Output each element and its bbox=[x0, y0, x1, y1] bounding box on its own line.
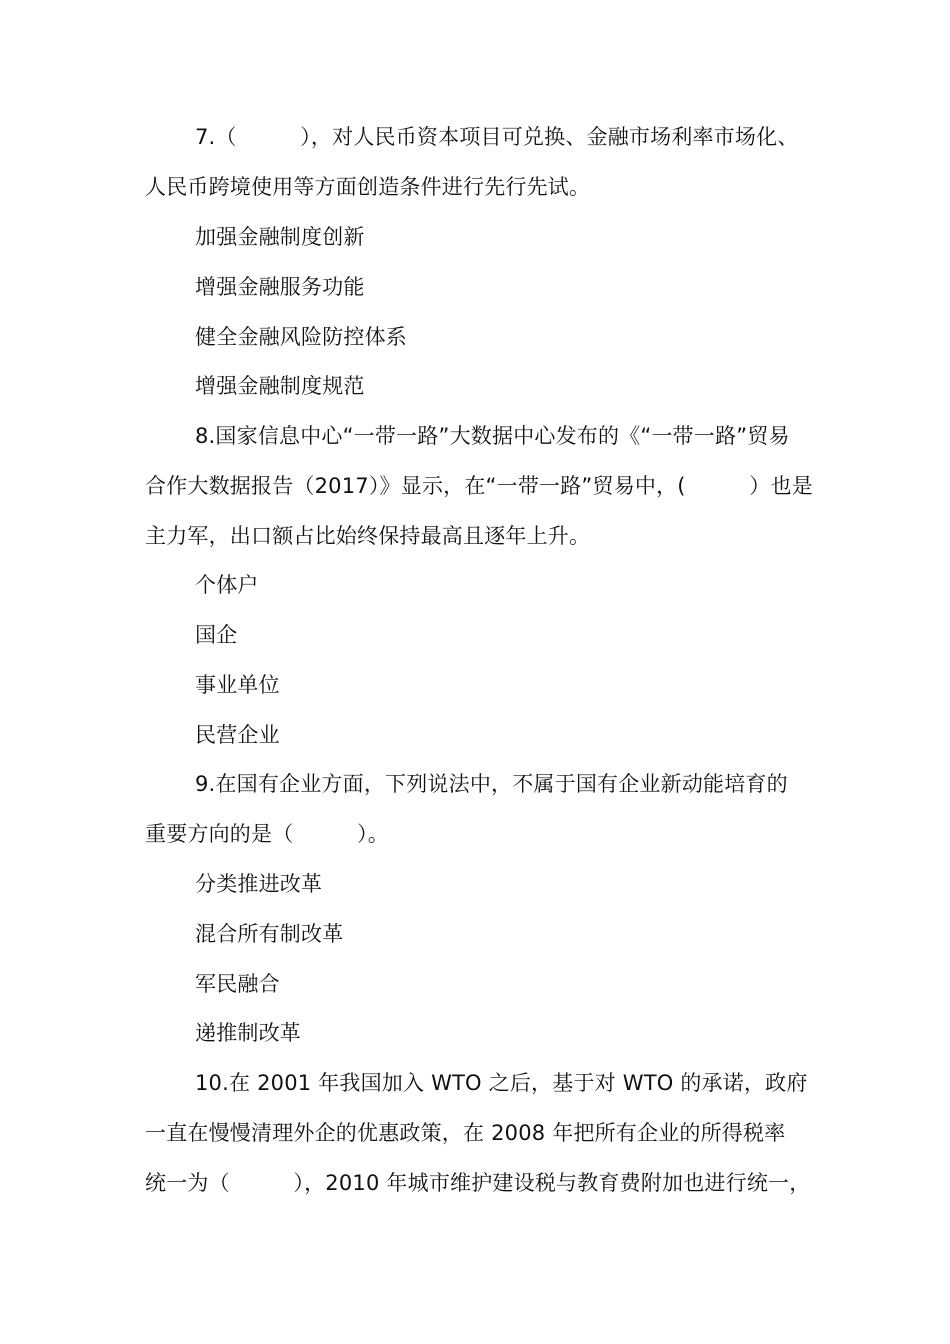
question-8-option-d: 民营企业 bbox=[195, 723, 280, 747]
question-7-option-c: 健全金融风险防控体系 bbox=[195, 325, 407, 349]
question-8-line-2: 合作大数据报告（2017）》显示，在“一带一路”贸易中，( ）也是 bbox=[145, 474, 813, 498]
question-10-line-2: 一直在慢慢清理外企的优惠政策，在 2008 年把所有企业的所得税率 bbox=[145, 1121, 786, 1145]
question-7-option-a: 加强金融制度创新 bbox=[195, 225, 365, 249]
question-8-option-a: 个体户 bbox=[195, 573, 259, 597]
question-8-option-b: 国企 bbox=[195, 623, 238, 647]
question-9-option-c: 军民融合 bbox=[195, 972, 280, 996]
question-7-line-1: 7.（ ），对人民币资本项目可兑换、金融市场利率市场化、 bbox=[195, 125, 799, 149]
question-8-option-c: 事业单位 bbox=[195, 673, 280, 697]
question-9-option-a: 分类推进改革 bbox=[195, 872, 323, 896]
question-7-line-2: 人民币跨境使用等方面创造条件进行先行先试。 bbox=[145, 175, 591, 199]
question-8-line-1: 8.国家信息中心“一带一路”大数据中心发布的《“一带一路”贸易 bbox=[195, 424, 790, 448]
question-9-option-b: 混合所有制改革 bbox=[195, 922, 344, 946]
question-10-line-3: 统一为（ ），2010 年城市维护建设税与教育费附加也进行统一， bbox=[145, 1171, 811, 1195]
question-9-line-1: 9.在国有企业方面，下列说法中，不属于国有企业新动能培育的 bbox=[195, 772, 788, 796]
question-7-option-b: 增强金融服务功能 bbox=[195, 275, 365, 299]
question-9-option-d: 递推制改革 bbox=[195, 1021, 301, 1045]
question-8-line-3: 主力军，出口额占比始终保持最高且逐年上升。 bbox=[145, 524, 591, 548]
question-10-line-1: 10.在 2001 年我国加入 WTO 之后，基于对 WTO 的承诺，政府 bbox=[195, 1071, 808, 1095]
question-9-line-2: 重要方向的是（ ）。 bbox=[145, 822, 389, 846]
question-7-option-d: 增强金融制度规范 bbox=[195, 374, 365, 398]
